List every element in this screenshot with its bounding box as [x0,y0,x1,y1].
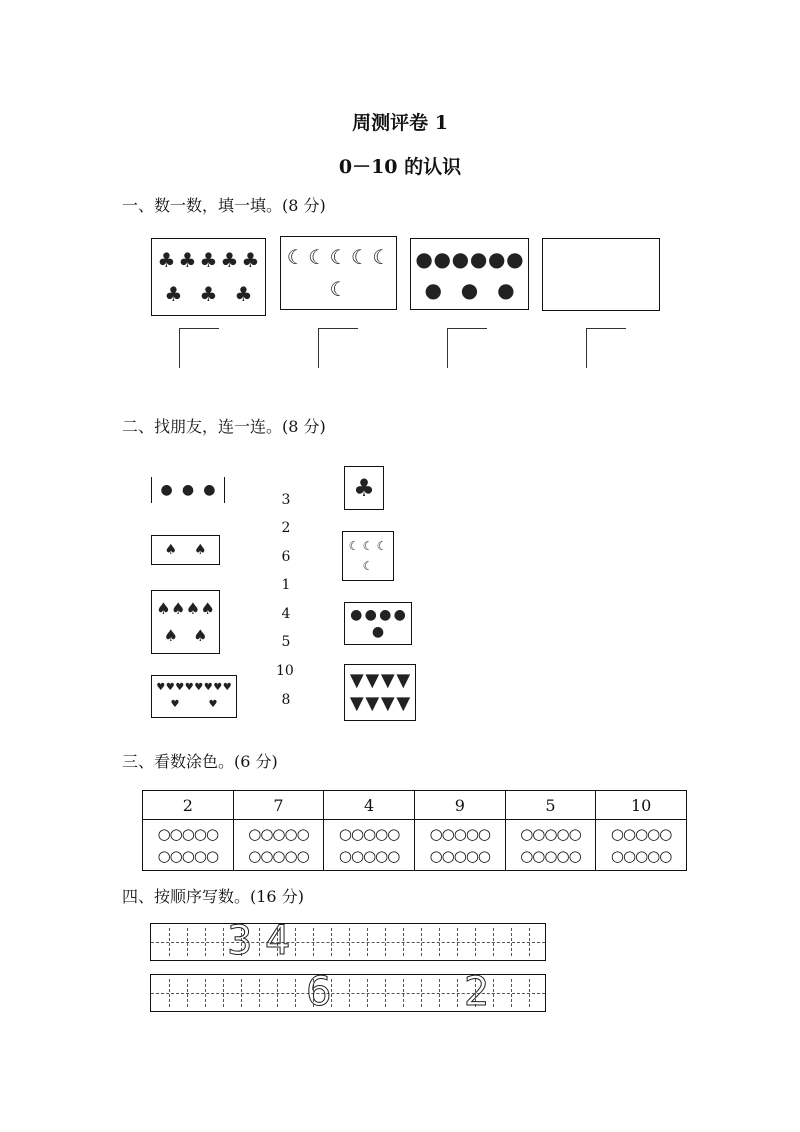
peach-icon: ● [350,607,363,624]
section3-heading: 三、看数涂色。(6 分) [122,752,278,771]
pineapple-icon: ♣ [199,282,218,306]
pineapple-icon: ♣ [234,282,253,306]
answer-grid-1[interactable] [179,328,219,368]
guide-line [493,979,494,1007]
banana-box [280,236,397,310]
guide-line [421,928,422,956]
left-picture-pears[interactable] [151,590,220,654]
guide-line [403,928,404,956]
match-number[interactable]: 8 [281,692,291,708]
circle-row[interactable]: ○○○○○ [338,847,400,865]
answer-grid-2[interactable] [318,328,358,368]
carrot-icon: ▼ [349,693,364,715]
banana-icon: ☾ [350,245,369,269]
pear-icon: ♠ [163,625,178,645]
carrot-icon: ▼ [396,669,411,691]
left-picture-apples[interactable] [151,477,225,503]
pineapple-icon: ♣ [164,282,183,306]
apple-icon: ● [424,277,442,302]
right-picture-peaches[interactable] [344,602,412,645]
guide-line [403,979,404,1007]
pear-icon: ♠ [185,598,201,618]
apple-icon: ● [506,246,524,271]
circle-row[interactable]: ○○○○○ [610,825,672,843]
guide-line [205,979,206,1007]
peach-icon: ● [393,607,406,624]
banana-icon: ☾ [376,539,388,553]
guide-line [511,979,512,1007]
guide-line [151,942,545,943]
pineapple-group [152,239,265,315]
match-number[interactable]: 6 [281,549,291,565]
circle-row[interactable]: ○○○○○ [520,847,581,865]
guide-line [295,979,296,1007]
carrot-icon: ▼ [365,669,380,691]
color-number-cell: 2 [143,791,234,820]
carrot-icon: ▼ [396,693,411,715]
circle-row[interactable]: ○○○○○ [429,847,491,865]
color-number-cell: 4 [324,791,415,820]
guide-line [313,928,314,956]
strawberry-group [152,676,236,717]
left-picture-strawberries[interactable] [151,675,237,718]
strawberry-icon: ♥ [165,682,175,694]
left-picture-pears-small[interactable] [151,535,220,565]
banana-icon: ☾ [329,277,348,301]
guide-line [187,979,188,1007]
guide-line [205,928,206,956]
guide-line [439,928,440,956]
given-number: 2 [464,969,490,1015]
guide-line [295,928,296,956]
circle-cell[interactable] [324,820,415,871]
carrot-icon: ▼ [349,669,364,691]
carrot-group [345,665,415,720]
guide-line [529,928,530,956]
match-number[interactable]: 4 [281,606,291,622]
answer-grid-3[interactable] [447,328,487,368]
guide-line [169,928,170,956]
banana-icon: ☾ [362,539,374,553]
pineapple-group [345,467,383,509]
strawberry-icon: ♥ [203,682,213,694]
strawberry-icon: ♥ [213,682,223,694]
pineapple-icon: ♣ [241,248,260,272]
peach-group [345,603,411,644]
pear-group [152,536,219,564]
guide-line [187,928,188,956]
color-number-cell: 7 [233,791,324,820]
match-number[interactable]: 10 [276,663,294,679]
page-subtitle: 0－10 的认识 [338,156,462,178]
pear-icon: ♠ [170,598,186,618]
guide-line [511,928,512,956]
circle-cell[interactable] [143,820,234,871]
strawberry-icon: ♥ [184,682,194,694]
match-number[interactable]: 5 [281,634,291,650]
peach-icon: ● [364,607,377,624]
pear-icon: ♠ [193,625,208,645]
banana-icon: ☾ [348,539,360,553]
pear-icon: ♠ [156,598,171,618]
match-number[interactable]: 3 [281,492,291,508]
color-table [142,790,687,871]
pear-icon: ♠ [200,598,215,618]
banana-icon: ☾ [329,245,348,269]
guide-line [169,979,170,1007]
section2-heading: 二、找朋友，连一连。(8 分) [122,417,326,436]
pear-group [152,591,219,653]
circle-row[interactable]: ○○○○○ [610,847,672,865]
banana-icon: ☾ [362,559,374,573]
guide-line [367,979,368,1007]
circle-row[interactable]: ○○○○○ [338,825,400,843]
apple-group [411,239,528,309]
right-picture-carrots[interactable] [344,664,416,721]
color-number-cell: 5 [505,791,596,820]
given-number: 3 [227,918,253,964]
pineapple-icon: ♣ [220,248,239,272]
strawberry-icon: ♥ [175,682,185,694]
pineapple-icon: ♣ [178,248,197,272]
strawberry-icon: ♥ [208,698,218,710]
carrot-icon: ▼ [365,693,380,715]
guide-line [277,979,278,1007]
carrot-icon: ▼ [380,669,395,691]
peach-icon: ● [379,607,392,624]
guide-line [529,979,530,1007]
circle-row[interactable]: ○○○○○ [520,825,581,843]
guide-line [421,979,422,1007]
given-number: 6 [306,969,332,1015]
circle-row[interactable]: ○○○○○ [248,825,309,843]
writing-row-2[interactable] [150,969,546,1015]
guide-line [349,979,350,1007]
pear-icon: ♠ [164,542,178,558]
circle-cell[interactable] [596,820,687,871]
banana-icon: ☾ [286,245,305,269]
section4-heading: 四、按顺序写数。(16 分) [122,887,304,906]
guide-line [439,979,440,1007]
right-picture-bananas[interactable] [342,531,394,581]
apple-icon: ● [415,246,433,271]
color-number-cell: 10 [596,791,687,820]
apple-icon: ● [181,482,195,498]
apple-box [410,238,529,310]
pineapple-icon: ♣ [199,248,218,272]
banana-group [281,237,396,309]
banana-icon: ☾ [308,245,327,269]
apple-icon: ● [487,246,506,271]
circle-row[interactable]: ○○○○○ [157,825,219,843]
page-title: 周测评卷 1 [352,112,448,134]
section1-heading: 一、数一数，填一填。(8 分) [122,196,326,215]
apple-icon: ● [433,246,451,271]
carrot-icon: ▼ [380,693,395,715]
circle-row[interactable]: ○○○○○ [429,825,491,843]
guide-line [475,928,476,956]
match-number[interactable]: 2 [281,520,291,536]
guide-line [385,928,386,956]
peach-icon: ● [371,623,385,640]
apple-icon: ● [451,246,470,271]
apple-icon: ● [460,277,479,302]
guide-line [385,979,386,1007]
guide-line [457,979,458,1007]
guide-line [259,928,260,956]
apple-icon: ● [469,246,488,271]
given-number: 4 [265,918,291,964]
guide-line [331,928,332,956]
empty-box [542,238,660,311]
apple-group [152,477,224,503]
apple-icon: ● [497,277,515,302]
guide-line [457,928,458,956]
match-number[interactable]: 1 [281,577,291,593]
circle-row[interactable]: ○○○○○ [157,847,219,865]
guide-line [259,979,260,1007]
pineapple-box [151,238,266,316]
strawberry-icon: ♥ [222,682,232,694]
guide-line [223,928,224,956]
circle-cell[interactable] [414,820,505,871]
guide-line [367,928,368,956]
color-number-cell: 9 [414,791,505,820]
apple-icon: ● [160,482,173,498]
pineapple-icon: ♣ [353,474,375,502]
guide-line [241,979,242,1007]
circle-cell[interactable] [505,820,596,871]
guide-line [223,979,224,1007]
strawberry-icon: ♥ [170,698,180,710]
strawberry-icon: ♥ [156,682,166,694]
guide-line [349,928,350,956]
guide-line [493,928,494,956]
pineapple-icon: ♣ [157,248,176,272]
circle-row[interactable]: ○○○○○ [248,847,309,865]
banana-group [343,532,393,580]
circle-cell[interactable] [233,820,324,871]
banana-icon: ☾ [372,245,391,269]
right-picture-pineapple[interactable] [344,466,384,510]
pear-icon: ♠ [193,542,207,558]
strawberry-icon: ♥ [194,682,204,694]
writing-row-1[interactable] [150,918,546,964]
answer-grid-4[interactable] [586,328,626,368]
apple-icon: ● [203,482,216,498]
